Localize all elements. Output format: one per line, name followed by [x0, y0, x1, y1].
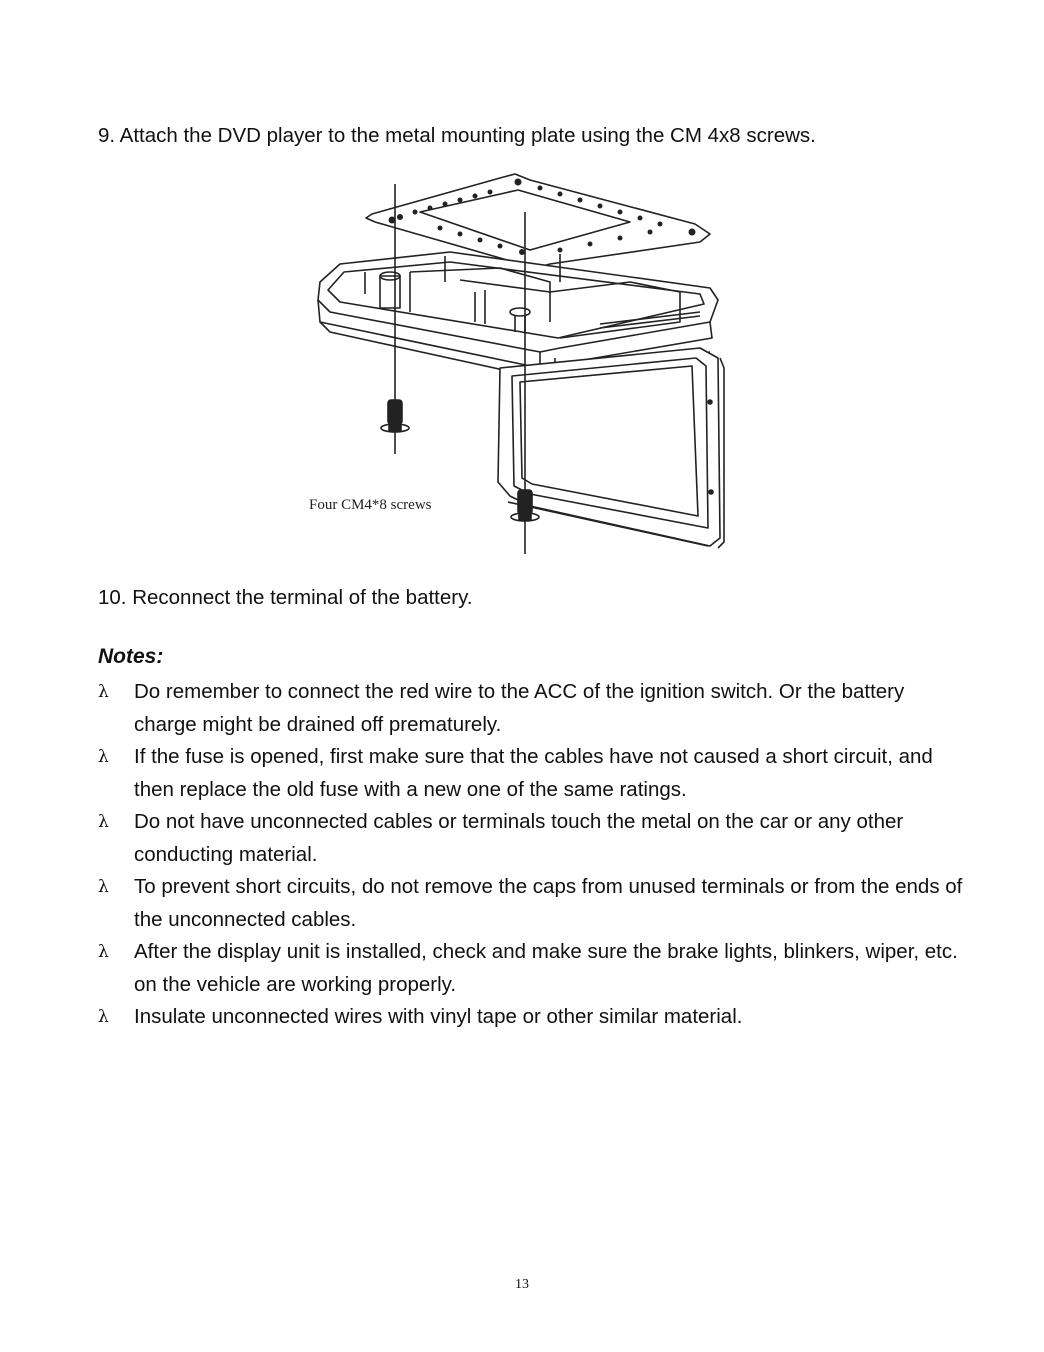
note-item — [98, 741, 968, 806]
note-text: After the display unit is installed, check and make sure the brake lights, blinkers, wiper, etc. on the vehicle are working properly. — [134, 940, 958, 996]
screws-caption: Four CM4*8 screws — [309, 497, 432, 513]
dvd-mounting-illustration — [300, 172, 740, 562]
notes-heading: Notes: — [98, 645, 164, 668]
installation-diagram — [300, 172, 740, 562]
note-item — [98, 871, 968, 936]
lambda-bullet-icon: λ — [98, 682, 109, 702]
lambda-bullet-icon: λ — [98, 877, 109, 897]
note-text: Insulate unconnected wires with vinyl tape or other similar material. — [134, 1005, 743, 1028]
note-text: Do not have unconnected cables or terminals touch the metal on the car or any other conducting material. — [134, 810, 904, 866]
lambda-bullet-icon: λ — [98, 812, 109, 832]
notes-list — [98, 676, 968, 1034]
lambda-bullet-icon: λ — [98, 1007, 109, 1027]
lambda-bullet-icon: λ — [98, 747, 109, 767]
lambda-bullet-icon: λ — [98, 942, 109, 962]
step-9-instruction: 9. Attach the DVD player to the metal mounting plate using the CM 4x8 screws. — [98, 124, 816, 147]
note-item — [98, 676, 968, 741]
step-10-instruction: 10. Reconnect the terminal of the battery. — [98, 586, 473, 609]
note-item — [98, 806, 968, 871]
note-text: Do remember to connect the red wire to the ACC of the ignition switch. Or the battery charge might be drained off prematurely. — [134, 680, 905, 736]
page-number: 13 — [515, 1277, 529, 1292]
note-text: If the fuse is opened, first make sure that the cables have not caused a short circuit, and then replace the old fuse with a new one of the same ratings. — [134, 745, 933, 801]
screw-left-icon — [381, 400, 409, 432]
note-text: To prevent short circuits, do not remove the caps from unused terminals or from the ends of the unconnected cables. — [134, 875, 963, 931]
metal-mounting-plate — [366, 174, 710, 268]
note-item — [98, 1001, 968, 1034]
note-item — [98, 936, 968, 1001]
